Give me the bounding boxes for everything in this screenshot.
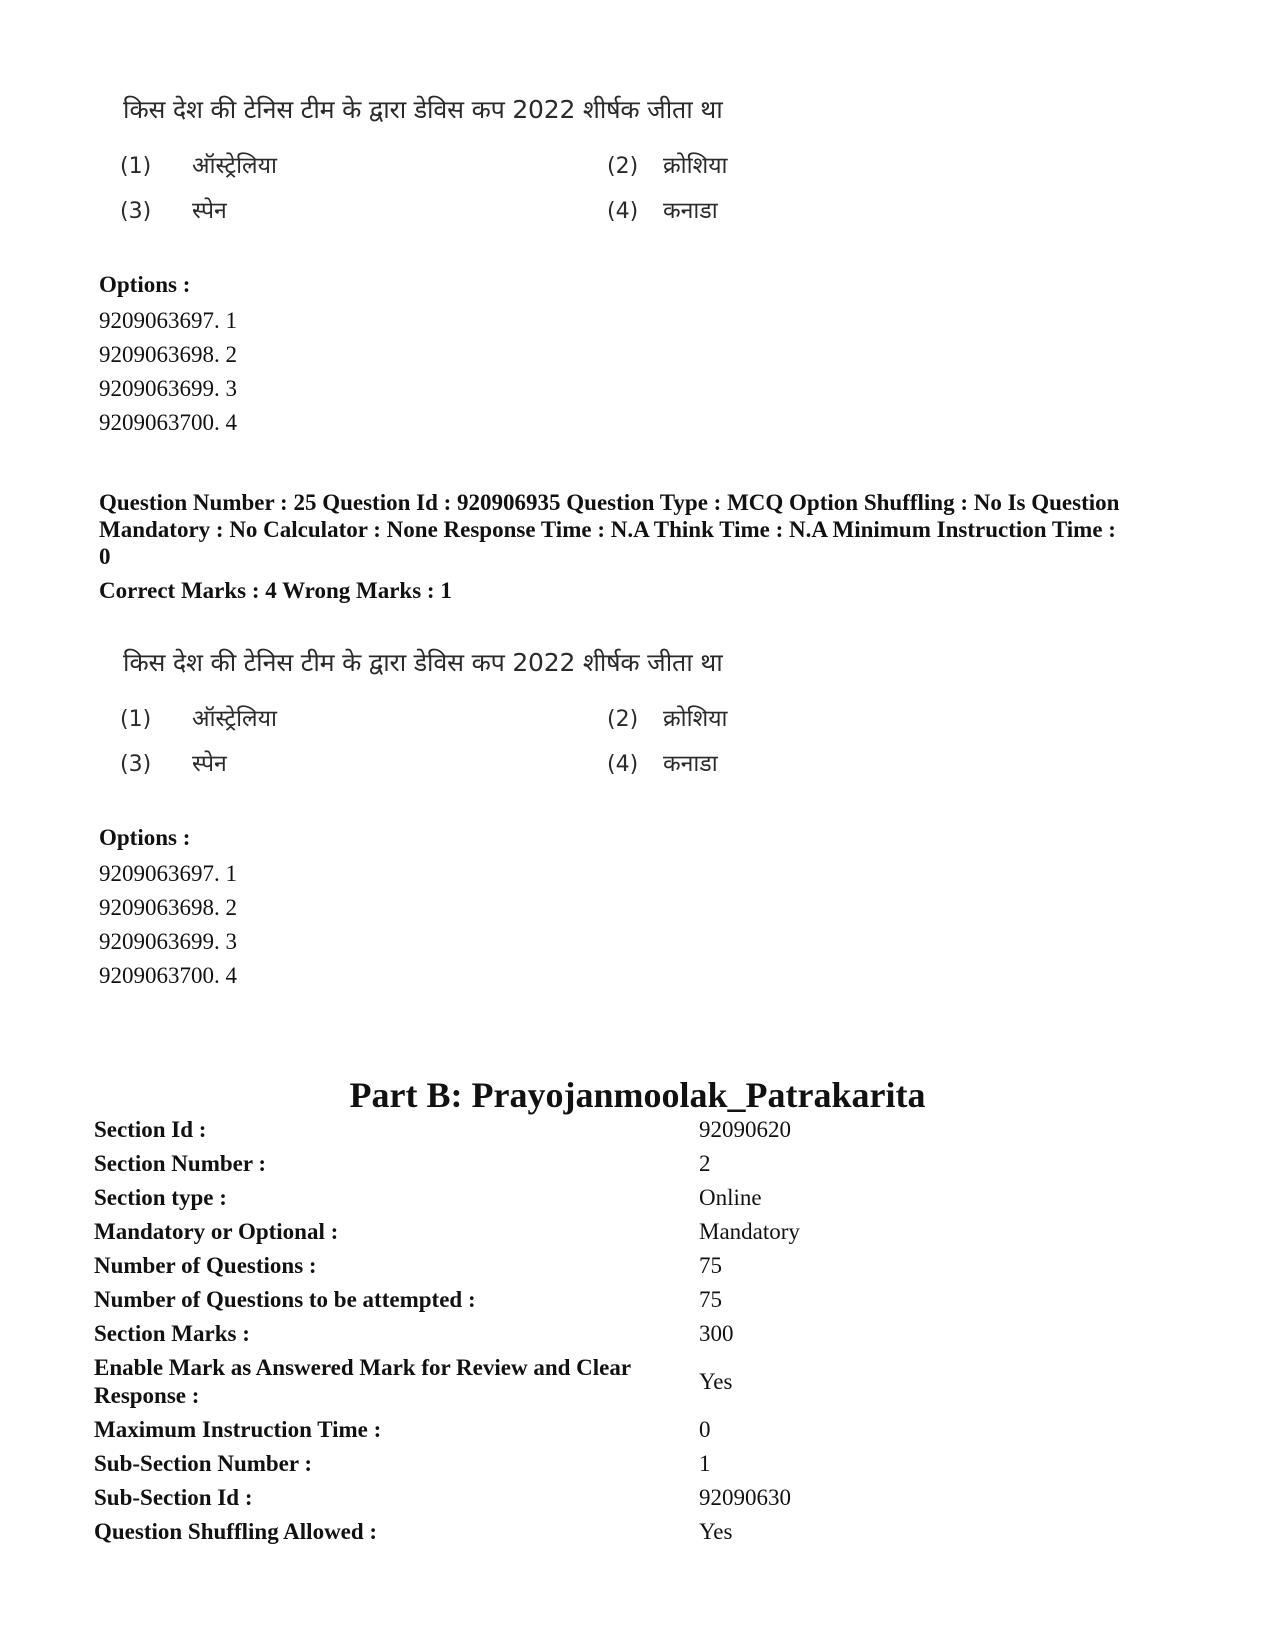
section-info-table [94, 1113, 1194, 1549]
section-row [94, 1181, 1194, 1215]
option-number: (1) [120, 707, 152, 732]
option-number: (2) [607, 707, 639, 732]
section-value: Online [699, 1185, 762, 1210]
option-number: (3) [120, 199, 152, 224]
option-item: 9209063697. 1 [99, 861, 237, 886]
question-option-2 [607, 701, 728, 733]
option-number: (2) [607, 154, 639, 179]
options-list [99, 304, 237, 440]
question-option-1 [120, 701, 277, 733]
option-label: कनाडा [663, 751, 718, 777]
option-number: (4) [607, 199, 639, 224]
section-value: 75 [699, 1253, 722, 1278]
option-label: ऑस्ट्रेलिया [192, 153, 277, 179]
section-value: 1 [699, 1451, 711, 1476]
option-label: स्पेन [192, 198, 227, 224]
section-value: Yes [699, 1369, 733, 1394]
question-option-1 [120, 148, 277, 180]
options-title: Options : [99, 825, 191, 850]
option-item: 9209063698. 2 [99, 895, 237, 920]
section-value: 2 [699, 1151, 711, 1176]
section-value: 300 [699, 1321, 734, 1346]
section-value: Mandatory [699, 1219, 800, 1244]
question-text: किस देश की टेनिस टीम के द्वारा डेविस कप 2022 शीर्षक जीता था [123, 648, 723, 677]
options-title: Options : [99, 272, 191, 297]
section-label: Number of Questions : [94, 1253, 317, 1278]
question-option-4 [607, 193, 718, 225]
question-option-2 [607, 148, 728, 180]
section-label: Question Shuffling Allowed : [94, 1519, 378, 1544]
options-list [99, 857, 237, 993]
option-number: (3) [120, 752, 152, 777]
section-label: Section Number : [94, 1151, 267, 1176]
option-item: 9209063700. 4 [99, 963, 237, 988]
section-value: 92090630 [699, 1485, 791, 1510]
section-row [94, 1215, 1194, 1249]
part-title: Part B: Prayojanmoolak_Patrakarita [349, 1075, 926, 1115]
option-item: 9209063699. 3 [99, 376, 237, 401]
question-option-3 [120, 193, 227, 225]
section-row [94, 1515, 1194, 1549]
section-row [94, 1317, 1194, 1351]
option-label: क्रोशिया [663, 153, 728, 179]
section-label: Section Marks : [94, 1321, 250, 1346]
section-row [94, 1351, 1194, 1413]
section-row [94, 1147, 1194, 1181]
option-item: 9209063699. 3 [99, 929, 237, 954]
option-label: कनाडा [663, 198, 718, 224]
section-row [94, 1481, 1194, 1515]
section-row [94, 1113, 1194, 1147]
option-item: 9209063698. 2 [99, 342, 237, 367]
option-label: क्रोशिया [663, 706, 728, 732]
question-marks: Correct Marks : 4 Wrong Marks : 1 [99, 578, 452, 603]
section-label: Number of Questions to be attempted : [94, 1287, 476, 1312]
section-label: Section type : [94, 1185, 227, 1210]
option-label: ऑस्ट्रेलिया [192, 706, 277, 732]
question-image-2 [120, 645, 800, 795]
section-row [94, 1249, 1194, 1283]
question-meta: Question Number : 25 Question Id : 920906935 Question Type : MCQ Option Shuffling : No Is Question Mandatory : No Calculator : None Response Time : N.A Think Time : N.A Minimum Instruction Time : 0 [99, 490, 1120, 569]
option-number: (1) [120, 154, 152, 179]
section-row [94, 1413, 1194, 1447]
section-value: 92090620 [699, 1117, 791, 1142]
question-option-4 [607, 746, 718, 778]
option-item: 9209063697. 1 [99, 308, 237, 333]
section-value: 0 [699, 1417, 711, 1442]
section-label: Enable Mark as Answered Mark for Review and Clear Response : [94, 1355, 631, 1408]
question-option-3 [120, 746, 227, 778]
section-label: Maximum Instruction Time : [94, 1417, 382, 1442]
section-label: Mandatory or Optional : [94, 1219, 339, 1244]
option-item: 9209063700. 4 [99, 410, 237, 435]
section-label: Sub-Section Number : [94, 1451, 313, 1476]
section-row [94, 1447, 1194, 1481]
section-label: Section Id : [94, 1117, 207, 1142]
section-value: Yes [699, 1519, 733, 1544]
section-label: Sub-Section Id : [94, 1485, 253, 1510]
section-row [94, 1283, 1194, 1317]
question-image-1 [120, 92, 800, 242]
section-value: 75 [699, 1287, 722, 1312]
option-label: स्पेन [192, 751, 227, 777]
option-number: (4) [607, 752, 639, 777]
question-text: किस देश की टेनिस टीम के द्वारा डेविस कप 2022 शीर्षक जीता था [123, 95, 723, 124]
